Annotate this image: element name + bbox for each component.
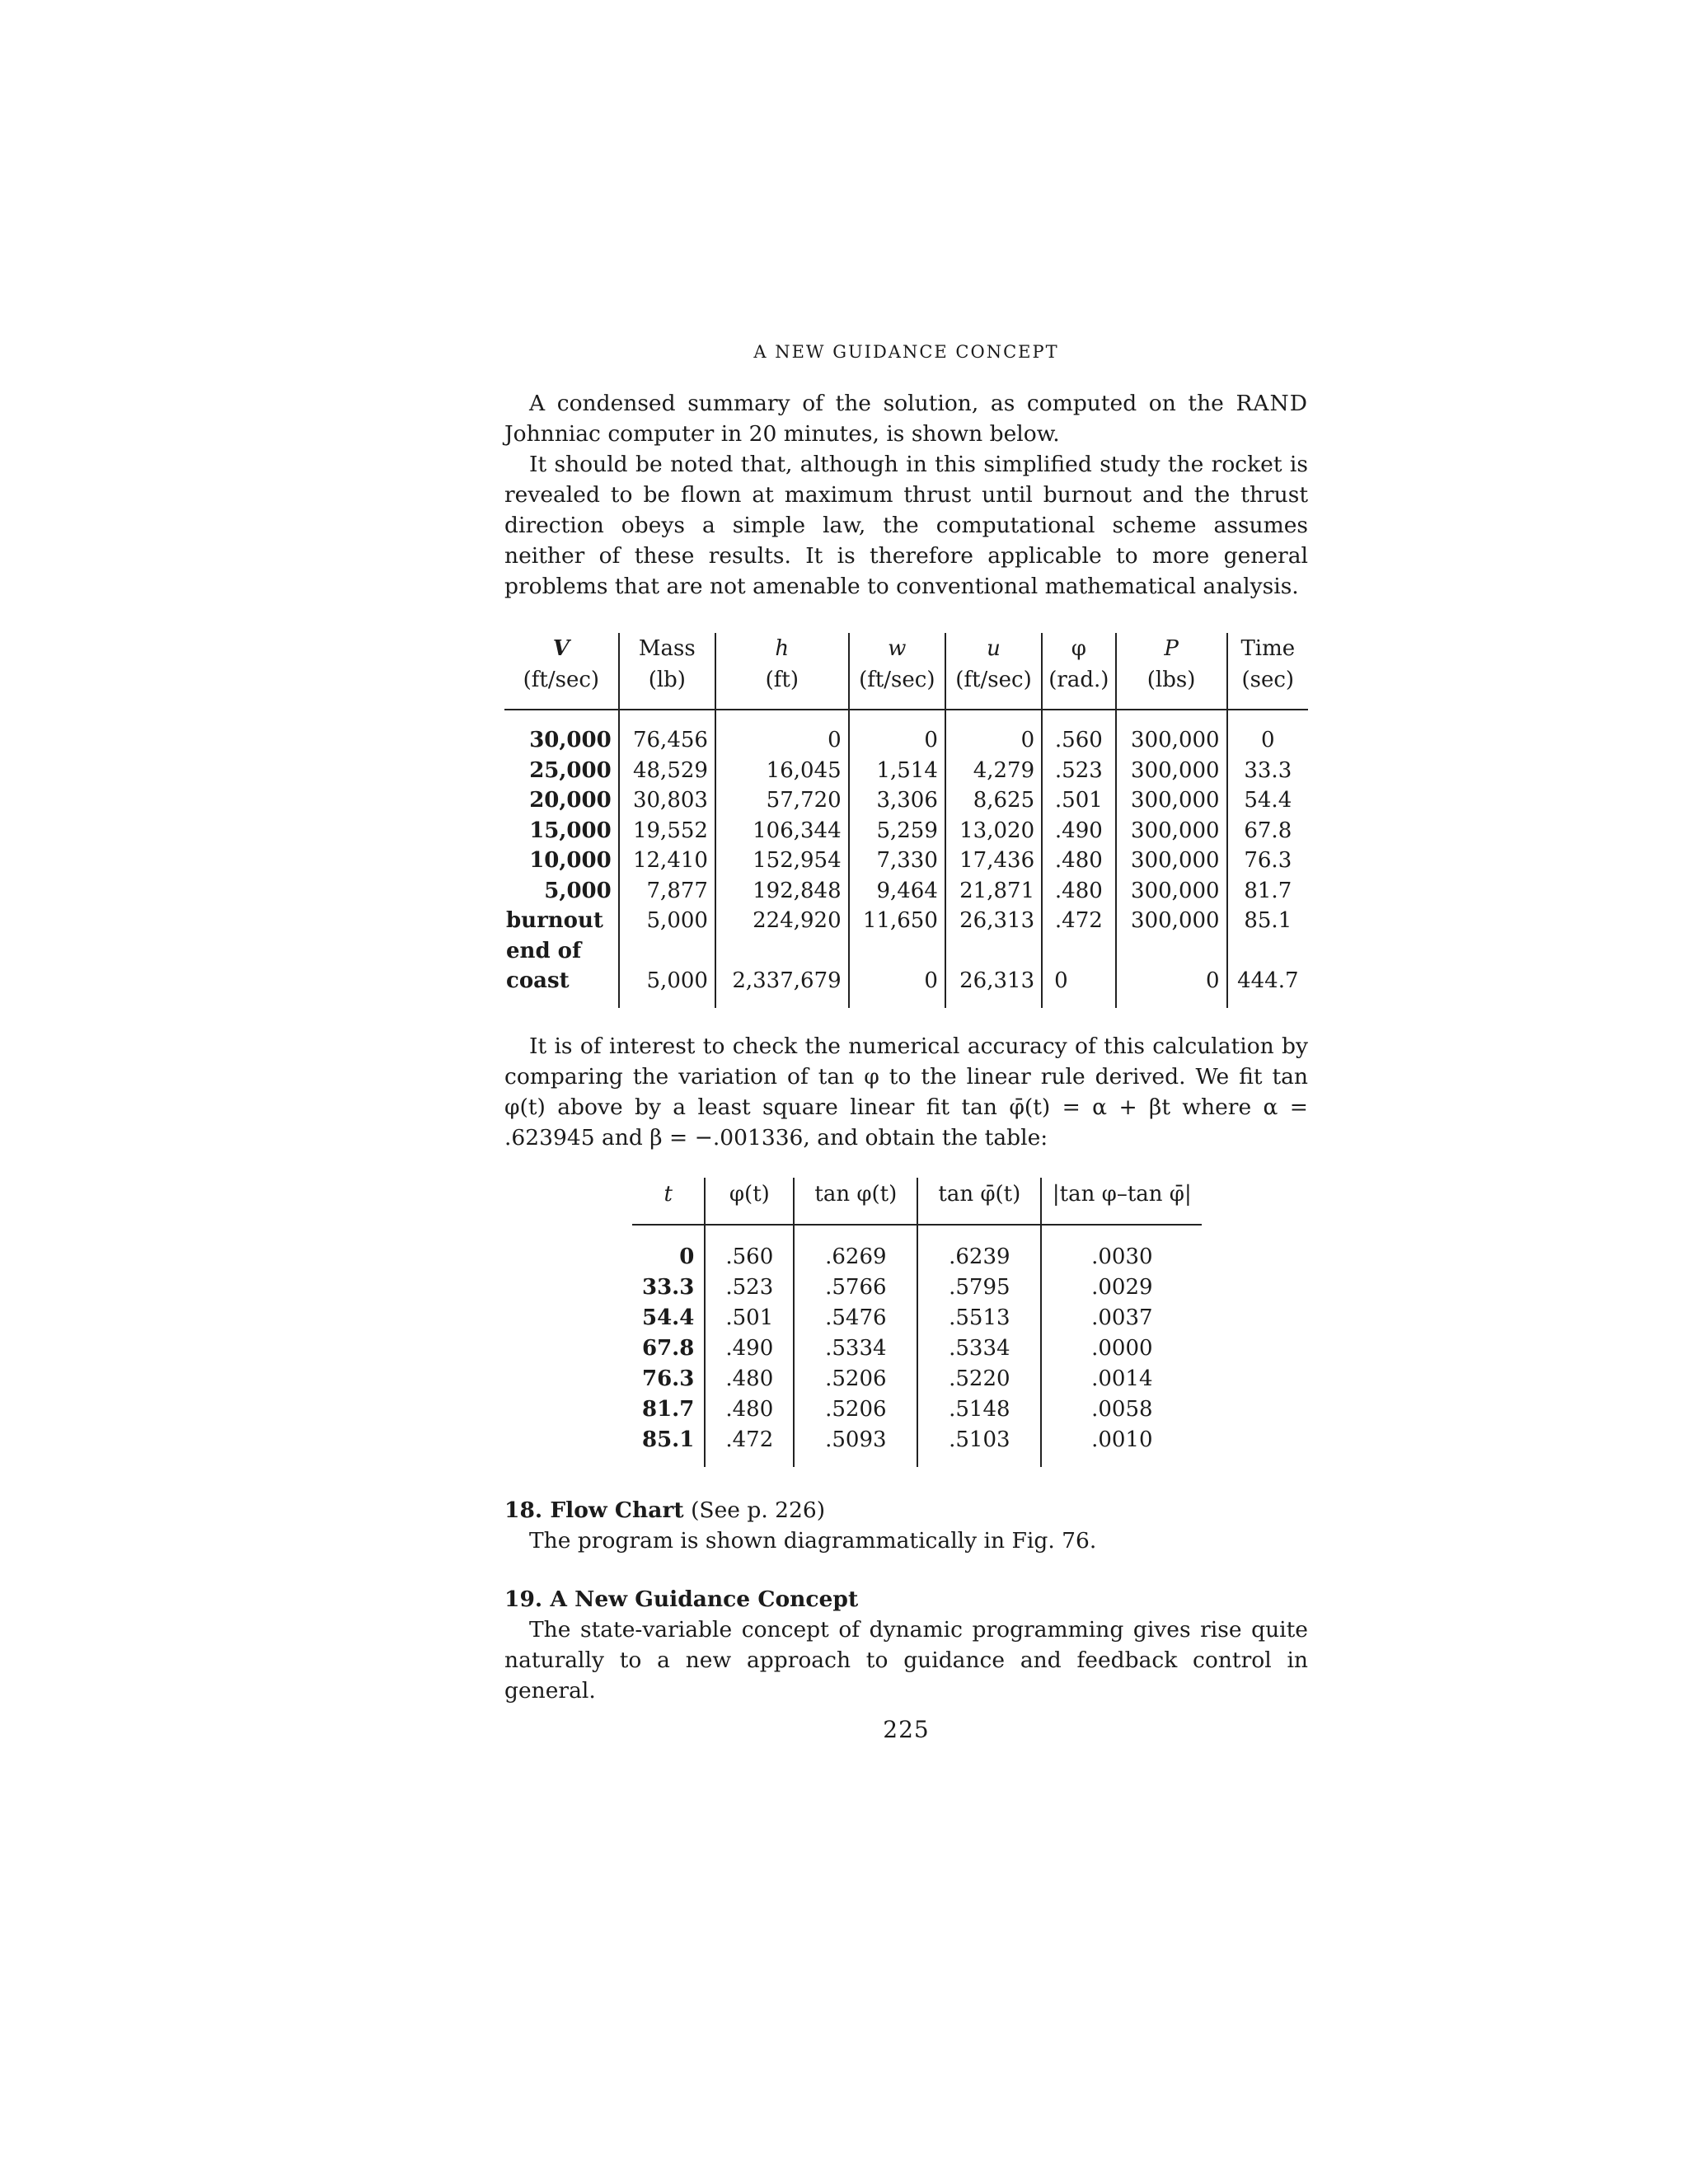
- table1-header-0: V: [552, 636, 570, 661]
- table1-cell: 12,410: [619, 846, 715, 876]
- table1-cell: [1116, 936, 1227, 967]
- section-18-note: (See p. 226): [691, 1497, 826, 1523]
- table1-cell: 17,436: [945, 846, 1042, 876]
- table1-cell: 192,848: [715, 876, 849, 907]
- table2-row: [632, 1272, 1202, 1303]
- table2-cell: .560: [705, 1225, 794, 1272]
- table2-cell: .6269: [794, 1225, 917, 1272]
- table1-header-row-symbols: [504, 633, 1308, 664]
- table2-cell: 0: [679, 1244, 695, 1269]
- table1-cell: 81.7: [1227, 876, 1308, 907]
- table1-header-5: φ: [1042, 633, 1115, 664]
- table1-cell: 48,529: [619, 756, 715, 786]
- table1-cell: .490: [1042, 816, 1115, 846]
- table2-cell: .5206: [794, 1394, 917, 1425]
- table2-cell: .5220: [917, 1364, 1041, 1394]
- table1-body: [504, 710, 1308, 1008]
- table2-header-4: |tan φ–tan φ̄|: [1041, 1178, 1202, 1225]
- section-18-heading: [504, 1495, 1308, 1526]
- table1-cell: 76,456: [619, 710, 715, 756]
- table1-cell: end of: [506, 938, 582, 963]
- table1-cell: 300,000: [1116, 710, 1227, 756]
- table2-cell: .0014: [1041, 1364, 1202, 1394]
- table1-row: [504, 936, 1308, 967]
- table1-cell: .560: [1042, 710, 1115, 756]
- table1-cell: .472: [1042, 906, 1115, 936]
- table2-cell: .0030: [1041, 1225, 1202, 1272]
- table2-cell: .5334: [917, 1333, 1041, 1364]
- paragraph-1: [504, 388, 1308, 449]
- table1-cell: 300,000: [1116, 906, 1227, 936]
- table2-cell: 33.3: [642, 1274, 695, 1300]
- table1-unit-0: (ft/sec): [504, 664, 619, 710]
- table2-cell: .5148: [917, 1394, 1041, 1425]
- table1-cell: 106,344: [715, 816, 849, 846]
- accuracy-check-table: [632, 1178, 1202, 1467]
- table1-row: [504, 876, 1308, 907]
- table1-cell: 9,464: [849, 876, 945, 907]
- table1-cell: 300,000: [1116, 816, 1227, 846]
- table1-cell: 25,000: [529, 757, 612, 783]
- table1-cell: 57,720: [715, 785, 849, 816]
- table1-cell: 33.3: [1227, 756, 1308, 786]
- table1-cell: 8,625: [945, 785, 1042, 816]
- table2-header-2: tan φ(t): [794, 1178, 917, 1225]
- table1-header-6: P: [1116, 633, 1227, 664]
- table1-cell: 5,000: [619, 966, 715, 1008]
- table2-cell: .6239: [917, 1225, 1041, 1272]
- table1-unit-5: (rad.): [1042, 664, 1115, 710]
- running-head: A NEW GUIDANCE CONCEPT: [753, 342, 1059, 362]
- table1-unit-1: (lb): [619, 664, 715, 710]
- section-19-text: The state-variable concept of dynamic programming gives rise quite naturally to a new approach to guidance and feedback control in general.: [504, 1616, 1308, 1704]
- table1-cell: 0: [945, 710, 1042, 756]
- table1-unit-3: (ft/sec): [849, 664, 945, 710]
- table1-row: [504, 756, 1308, 786]
- table2-row: [632, 1364, 1202, 1394]
- table1-row: [504, 906, 1308, 936]
- table1-cell: 0: [1042, 966, 1115, 1008]
- table1-unit-6: (lbs): [1116, 664, 1227, 710]
- table2-cell: .480: [705, 1394, 794, 1425]
- table1-cell: 0: [849, 710, 945, 756]
- table2-body: [632, 1225, 1202, 1467]
- table1-cell: [849, 936, 945, 967]
- table2-cell: 76.3: [642, 1366, 695, 1391]
- table1-row: [504, 966, 1308, 1008]
- paragraph-2: It should be noted that, although in this simplified study the rocket is revealed to be flown at maximum thrust until burnout and the thrust direction obeys a simple law, the computational scheme assumes neither of these results. It is therefore applicable to more general problems that are not amenable to conventional mathematical analysis.: [504, 452, 1308, 599]
- table1-header-1: Mass: [619, 633, 715, 664]
- table1-cell: 20,000: [529, 788, 612, 813]
- section-18-text: The program is shown diagrammatically in Fig. 76.: [529, 1527, 1097, 1554]
- table1-cell: 26,313: [945, 966, 1042, 1008]
- table1-cell: 444.7: [1227, 966, 1308, 1008]
- table1-header-row-units: [504, 664, 1308, 710]
- rand-label: RAND: [1236, 391, 1308, 416]
- section-19-heading: [504, 1584, 1308, 1615]
- table2-row: [632, 1394, 1202, 1425]
- table1-cell: 54.4: [1227, 785, 1308, 816]
- table1-cell: 4,279: [945, 756, 1042, 786]
- table1-cell: 2,337,679: [715, 966, 849, 1008]
- table1-cell: 21,871: [945, 876, 1042, 907]
- table2-cell: .480: [705, 1364, 794, 1394]
- table2-cell: .501: [705, 1303, 794, 1333]
- table1-cell: coast: [506, 968, 570, 993]
- table1-header-2: h: [715, 633, 849, 664]
- paragraph-3: It is of interest to check the numerical accuracy of this calculation by comparing the variation of tan φ to the linear rule derived. We fit tan φ(t) above by a least square linear fit tan φ̄(t) = α + βt where α = .623945 and β = −.001336, and obtain the table:: [504, 1033, 1308, 1151]
- table1-cell: 10,000: [529, 848, 612, 873]
- table1-cell: 300,000: [1116, 756, 1227, 786]
- table2-row: [632, 1425, 1202, 1467]
- table2-row: [632, 1225, 1202, 1272]
- table2-cell: 81.7: [642, 1396, 695, 1422]
- table1-cell: 85.1: [1227, 906, 1308, 936]
- table2-cell: .472: [705, 1425, 794, 1467]
- table2-row: [632, 1333, 1202, 1364]
- table1-cell: 11,650: [849, 906, 945, 936]
- table1-cell: 7,877: [619, 876, 715, 907]
- table1-row: [504, 785, 1308, 816]
- table1-cell: 76.3: [1227, 846, 1308, 876]
- solution-summary-table: [504, 633, 1308, 1008]
- section-19-title: 19. A New Guidance Concept: [504, 1586, 859, 1612]
- table2-cell: .0037: [1041, 1303, 1202, 1333]
- table2-row: [632, 1303, 1202, 1333]
- table1-cell: .480: [1042, 876, 1115, 907]
- table1-row: [504, 710, 1308, 756]
- table2-header-3: tan φ̄(t): [917, 1178, 1041, 1225]
- table2-cell: .0029: [1041, 1272, 1202, 1303]
- table1-cell: 300,000: [1116, 846, 1227, 876]
- table1-cell: 5,259: [849, 816, 945, 846]
- table1-cell: burnout: [506, 908, 603, 933]
- table1-cell: [715, 936, 849, 967]
- table1-cell: 26,313: [945, 906, 1042, 936]
- table2-cell: .5206: [794, 1364, 917, 1394]
- table2-cell: .5513: [917, 1303, 1041, 1333]
- table2-cell: .5093: [794, 1425, 917, 1467]
- table1-cell: [619, 936, 715, 967]
- table1-cell: 300,000: [1116, 876, 1227, 907]
- table1-cell: 7,330: [849, 846, 945, 876]
- table2-cell: .5476: [794, 1303, 917, 1333]
- section-18-title: 18. Flow Chart: [504, 1497, 684, 1523]
- table1-cell: 0: [1227, 710, 1308, 756]
- table1-cell: 30,803: [619, 785, 715, 816]
- table1-cell: 16,045: [715, 756, 849, 786]
- table2-cell: .0058: [1041, 1394, 1202, 1425]
- table1-cell: 30,000: [529, 728, 612, 752]
- table1-header-3: w: [849, 633, 945, 664]
- table1-cell: 67.8: [1227, 816, 1308, 846]
- table1-cell: 19,552: [619, 816, 715, 846]
- table1-cell: [945, 936, 1042, 967]
- page-number: 225: [883, 1715, 930, 1743]
- table2-header-0: t: [632, 1178, 705, 1225]
- table1-unit-4: (ft/sec): [945, 664, 1042, 710]
- table1-cell: .523: [1042, 756, 1115, 786]
- table1-cell: 300,000: [1116, 785, 1227, 816]
- table1-cell: .501: [1042, 785, 1115, 816]
- table2-cell: .0000: [1041, 1333, 1202, 1364]
- table1-cell: 0: [1116, 966, 1227, 1008]
- table1-cell: [1042, 936, 1115, 967]
- page: [504, 342, 1308, 2139]
- table1-header-4: u: [945, 633, 1042, 664]
- table1-cell: .480: [1042, 846, 1115, 876]
- table2-cell: .5795: [917, 1272, 1041, 1303]
- table1-cell: 15,000: [529, 818, 612, 843]
- paragraph-1-text-b: Johnniac computer in 20 minutes, is shown below.: [504, 421, 1060, 447]
- table1-row: [504, 846, 1308, 876]
- table1-cell: 3,306: [849, 785, 945, 816]
- table1-cell: 5,000: [544, 878, 612, 903]
- table1-cell: 0: [849, 966, 945, 1008]
- table1-cell: 5,000: [619, 906, 715, 936]
- table1-cell: [1227, 936, 1308, 967]
- table2-cell: 85.1: [642, 1427, 695, 1452]
- table1-unit-7: (sec): [1227, 664, 1308, 710]
- table2-header-row: [632, 1178, 1202, 1225]
- table1-cell: 224,920: [715, 906, 849, 936]
- table2-header-1: φ(t): [705, 1178, 794, 1225]
- table2-cell: .490: [705, 1333, 794, 1364]
- table2-cell: .5103: [917, 1425, 1041, 1467]
- table1-header-7: Time: [1227, 633, 1308, 664]
- paragraph-1-text-a: A condensed summary of the solution, as computed on the: [529, 391, 1224, 416]
- table2-cell: 54.4: [642, 1305, 695, 1330]
- table1-cell: 13,020: [945, 816, 1042, 846]
- table2-cell: 67.8: [642, 1335, 695, 1361]
- table2-cell: .5334: [794, 1333, 917, 1364]
- table1-cell: 0: [715, 710, 849, 756]
- table2-cell: .0010: [1041, 1425, 1202, 1467]
- table1-cell: 1,514: [849, 756, 945, 786]
- table2-cell: .5766: [794, 1272, 917, 1303]
- table1-unit-2: (ft): [715, 664, 849, 710]
- table1-row: [504, 816, 1308, 846]
- table1-cell: 152,954: [715, 846, 849, 876]
- table2-cell: .523: [705, 1272, 794, 1303]
